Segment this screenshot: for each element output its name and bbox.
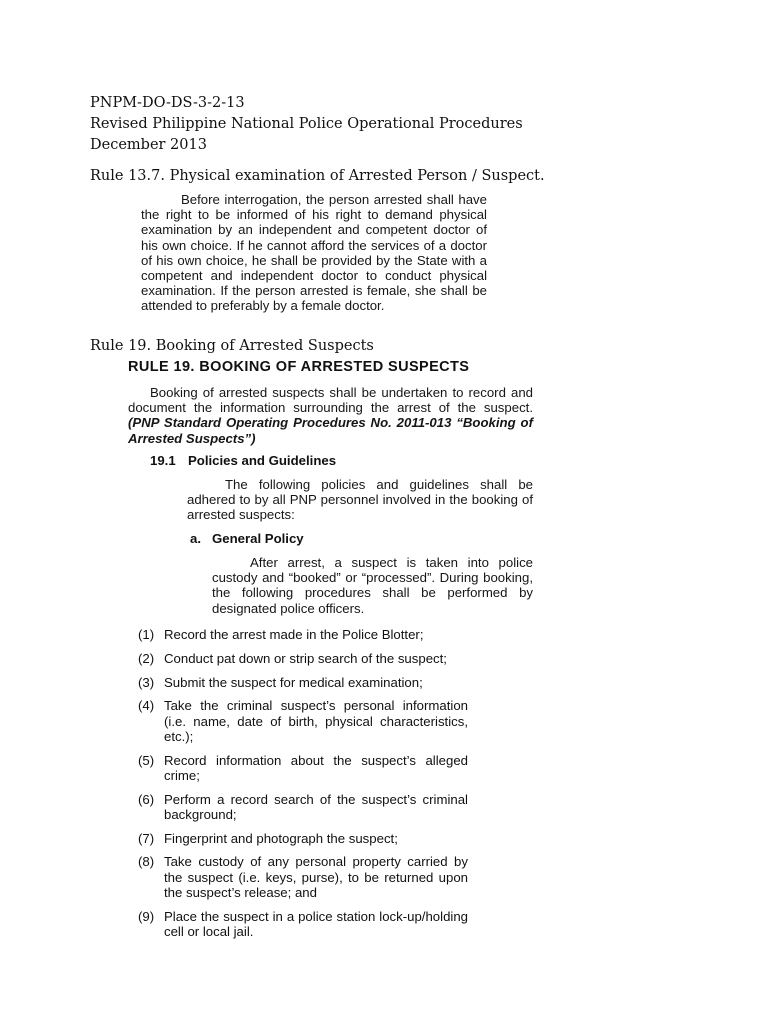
list-item-text: Record the arrest made in the Police Blotter;: [164, 627, 424, 642]
list-item-text: Take the criminal suspect’s personal information (i.e. name, date of birth, physical characteristics, etc.);: [164, 698, 468, 744]
list-item-text: Conduct pat down or strip search of the suspect;: [164, 650, 447, 666]
list-item-number: (5): [138, 752, 155, 768]
list-item-number: (8): [138, 854, 155, 870]
rule-19-heading: RULE 19. BOOKING OF ARRESTED SUSPECTS: [128, 359, 470, 375]
list-item: [138, 698, 468, 744]
rule-19-intro: [128, 385, 533, 446]
list-item-number: (7): [138, 830, 155, 846]
list-item-text: Fingerprint and photograph the suspect;: [164, 830, 398, 846]
list-item-number: (6): [138, 791, 155, 807]
document-title: Revised Philippine National Police Operational Procedures: [90, 116, 523, 132]
section-19-1-text: The following policies and guidelines shall be adhered to by all PNP personnel involved in the booking of arrested suspects:: [187, 477, 533, 523]
document-header: [90, 93, 523, 156]
section-19-1-title: Policies and Guidelines: [188, 453, 337, 468]
section-19-1-paragraph: [187, 477, 533, 523]
list-item-number: (9): [138, 908, 155, 924]
list-item: [138, 651, 468, 666]
general-policy-label: a.: [190, 531, 201, 546]
rule-19-title: Rule 19. Booking of Arrested Suspects: [90, 338, 374, 354]
list-item: [138, 627, 468, 642]
list-item-text: Record information about the suspect’s alleged crime;: [164, 752, 468, 783]
rule-19-intro-text: Booking of arrested suspects shall be undertaken to record and document the information surrounding the arrest of the suspect.: [128, 385, 533, 416]
general-policy-text: After arrest, a suspect is taken into police custody and “booked” or “processed”. During booking, the following procedures shall be performed by designated police officers.: [212, 555, 533, 616]
list-item: [138, 675, 468, 690]
list-item: [138, 792, 468, 822]
booking-procedure-list: [138, 627, 468, 948]
rule-19-intro-reference: (PNP Standard Operating Procedures No. 2011-013 “Booking of Arrested Suspects”): [128, 415, 533, 446]
list-item-number: (4): [138, 698, 155, 714]
list-item-number: (3): [138, 674, 155, 690]
list-item-text: Perform a record search of the suspect’s criminal background;: [164, 791, 468, 822]
rule-13-7-paragraph: [141, 192, 487, 314]
rule-13-7-title: Rule 13.7. Physical examination of Arrested Person / Suspect.: [90, 168, 545, 184]
section-19-1-heading: [150, 453, 336, 468]
list-item: [138, 854, 468, 900]
document-code: PNPM-DO-DS-3-2-13: [90, 95, 245, 111]
list-item-number: (2): [138, 650, 155, 666]
list-item-text: Place the suspect in a police station lock-up/holding cell or local jail.: [164, 908, 468, 939]
list-item-text: Take custody of any personal property carried by the suspect (i.e. keys, purse), to be returned upon the suspect’s release; and: [164, 854, 468, 900]
list-item-number: (1): [138, 627, 155, 642]
general-policy-title: General Policy: [212, 531, 304, 546]
rule-13-7-text: Before interrogation, the person arrested shall have the right to be informed of his right to demand physical examination by an independent and competent doctor of his own choice. If he cannot afford the services of a doctor of his own choice, he shall be provided by the State with a competent and independent doctor to conduct physical examination. If the person arrested is female, she shall be attended to preferably by a female doctor.: [141, 192, 487, 314]
list-item: [138, 909, 468, 939]
list-item: [138, 753, 468, 783]
section-19-1-number: 19.1: [150, 453, 176, 468]
document-date: December 2013: [90, 137, 207, 153]
list-item-text: Submit the suspect for medical examination;: [164, 674, 423, 690]
general-policy-heading: [190, 531, 304, 546]
general-policy-paragraph: [212, 555, 533, 616]
list-item: [138, 831, 468, 846]
